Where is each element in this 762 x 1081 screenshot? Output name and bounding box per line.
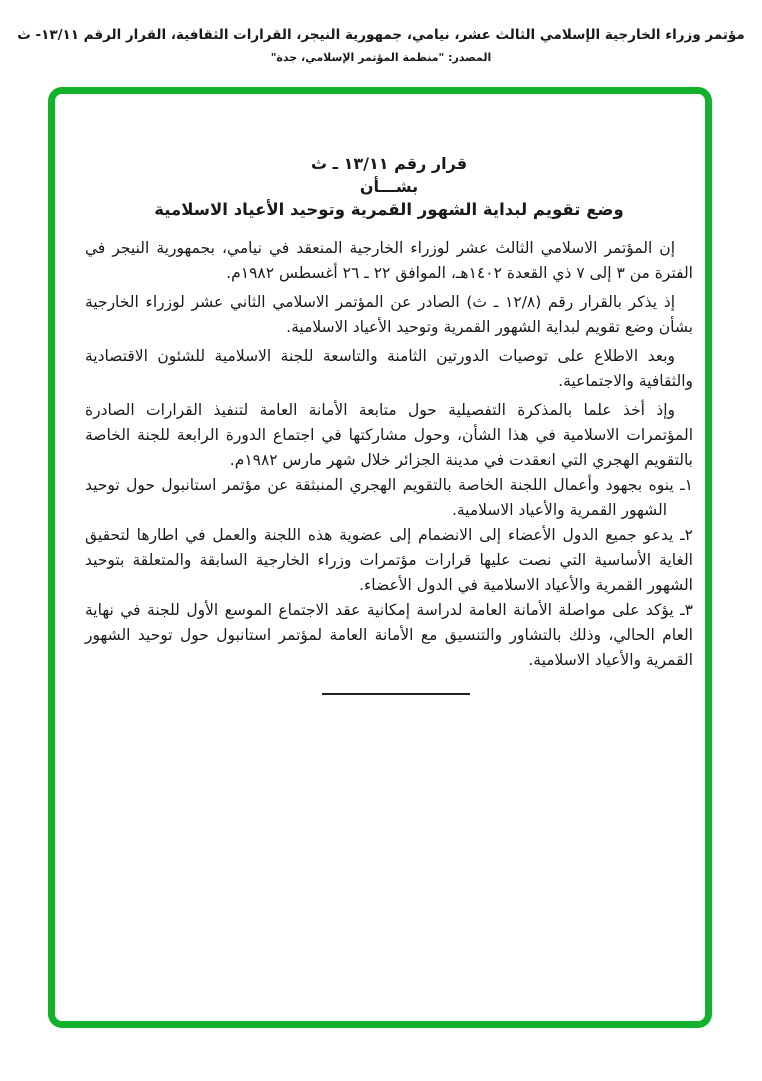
preamble-paragraph-2: إذ يذكر بالقرار رقم (١٢/٨ ـ ث) الصادر عن المؤتمر الاسلامي الثاني عشر لوزراء الخارجية بشأن وضع تقويم لبداية الشهور القمرية وتوحيد الأعياد الاسلامية. bbox=[85, 293, 693, 336]
resolution-document bbox=[85, 152, 693, 695]
header-source: المصدر: "منظمة المؤتمر الإسلامي، جدة" bbox=[270, 51, 492, 64]
preamble-paragraph-1: إن المؤتمر الاسلامي الثالث عشر لوزراء الخارجية المنعقد في نيامي، بجمهورية النيجر في الفترة من ٣ إلى ٧ ذي القعدة ١٤٠٢هـ، الموافق ٢٢ ـ ٢٦ أغسطس ١٩٨٢م. bbox=[85, 239, 693, 282]
scan-header bbox=[0, 25, 762, 66]
subject-title: وضع تقويم لبداية الشهور القمرية وتوحيد الأعياد الاسلامية bbox=[154, 200, 624, 219]
subject-label: بشـــأن bbox=[359, 177, 419, 196]
preamble-paragraph-4: وإذ أخذ علما بالمذكرة التفصيلية حول متابعة الأمانة العامة لتنفيذ القرارات الصادرة المؤتمرات الاسلامية في هذا الشأن، وحول مشاركتها في اجتماع الدورة الرابعة للجنة الخاصة بالتقويم الهجري التي انعقدت في مدينة الجزائر خلال شهر مارس ١٩٨٢م. bbox=[85, 401, 693, 469]
operative-item-2: ٢ـ يدعو جميع الدول الأعضاء إلى الانضمام إلى عضوية هذه اللجنة والعمل في اطارها لتحقيق الغاية الأساسية التي نصت عليها قرارات مؤتمرات وزراء الخارجية السابقة والمتعلقة بتوحيد الشهور القمرية والأعياد الاسلامية في الدول الأعضاء. bbox=[85, 526, 693, 594]
closing-rule bbox=[322, 693, 470, 695]
header-citation: مؤتمر وزراء الخارجية الإسلامي الثالث عشر، نيامي، جمهورية النيجر، القرارات الثقافية، القرار الرقم ١٣/١١- ث bbox=[17, 27, 745, 43]
preamble-paragraph-3: وبعد الاطلاع على توصيات الدورتين الثامنة والتاسعة للجنة الاسلامية للشئون الاقتصادية والثقافية والاجتماعية. bbox=[85, 347, 693, 390]
operative-item-3: ٣ـ يؤكد على مواصلة الأمانة العامة لدراسة إمكانية عقد الاجتماع الموسع الأول للجنة في نهاية العام الحالي، وذلك بالتشاور والتنسيق مع الأمانة العامة لمؤتمر استانبول حول توحيد الشهور القمرية والأعياد الاسلامية. bbox=[85, 601, 693, 669]
resolution-number-title: قرار رقم ١٣/١١ ـ ث bbox=[310, 154, 468, 173]
operative-item-1: ١ـ ينوه بجهود وأعمال اللجنة الخاصة بالتقويم الهجري المنبثقة عن مؤتمر استانبول حول توحيد الشهور القمرية والأعياد الاسلامية. bbox=[85, 476, 693, 519]
